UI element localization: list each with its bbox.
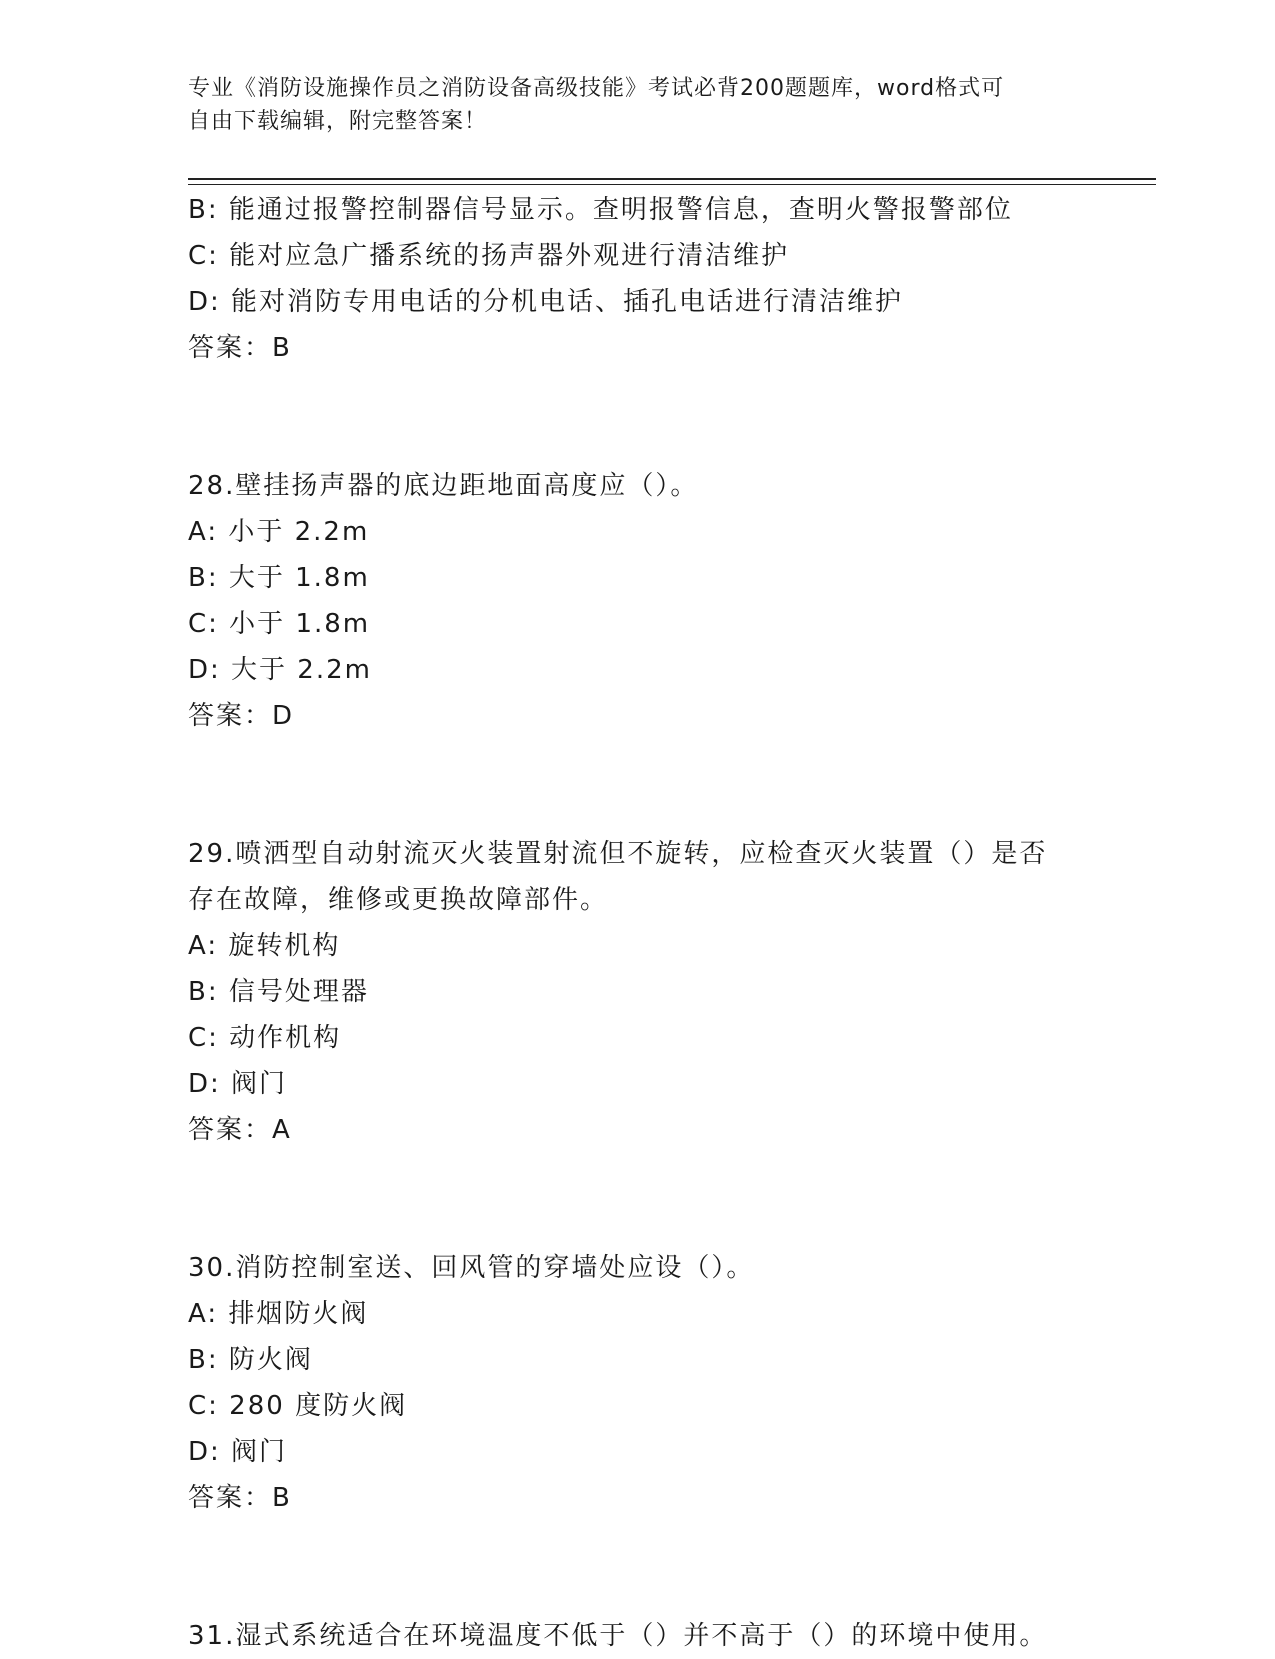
answer: 答案：B	[188, 333, 292, 363]
option-c: C: 280 度防火阀	[188, 1391, 408, 1421]
question-text: 29.喷洒型自动射流灭火装置射流但不旋转，应检查灭火装置（）是否	[188, 839, 1048, 869]
answer: 答案：D	[188, 701, 295, 731]
spacer	[188, 371, 1088, 463]
option-c: C: 能对应急广播系统的扬声器外观进行清洁维护	[188, 241, 790, 271]
header-line-2: 自由下载编辑，附完整答案！	[188, 109, 488, 134]
spacer	[188, 739, 1088, 831]
option-a: A: 旋转机构	[188, 931, 341, 961]
header-line-1: 专业《消防设施操作员之消防设备高级技能》考试必背200题题库，word格式可	[188, 76, 1005, 101]
question-text: 30.消防控制室送、回风管的穿墙处应设（）。	[188, 1253, 755, 1283]
question-list	[188, 187, 1088, 1659]
header-divider-thin	[188, 184, 1156, 185]
option-b: B: 信号处理器	[188, 977, 369, 1007]
answer: 答案：B	[188, 1483, 292, 1513]
option-b: B: 能通过报警控制器信号显示。查明报警信息，查明火警报警部位	[188, 195, 1013, 225]
previous-question-block	[188, 187, 1088, 371]
spacer	[188, 1521, 1088, 1613]
question-text: 28.壁挂扬声器的底边距地面高度应（）。	[188, 471, 699, 501]
option-d: D: 阀门	[188, 1437, 288, 1467]
option-c: C: 小于 1.8m	[188, 609, 371, 639]
option-d: D: 大于 2.2m	[188, 655, 372, 685]
spacer	[188, 1153, 1088, 1245]
option-a: A: 排烟防火阀	[188, 1299, 369, 1329]
option-b: B: 大于 1.8m	[188, 563, 370, 593]
option-c: C: 动作机构	[188, 1023, 342, 1053]
question-28	[188, 463, 1088, 739]
option-b: B: 防火阀	[188, 1345, 313, 1375]
option-d: D: 阀门	[188, 1069, 288, 1099]
question-31	[188, 1613, 1088, 1659]
answer: 答案：A	[188, 1115, 292, 1145]
question-text-continued: 存在故障，维修或更换故障部件。	[188, 885, 609, 915]
option-a: A: 小于 2.2m	[188, 517, 370, 547]
question-text: 31.湿式系统适合在环境温度不低于（）并不高于（）的环境中使用。	[188, 1621, 1048, 1651]
question-29	[188, 831, 1088, 1153]
question-30	[188, 1245, 1088, 1521]
option-d: D: 能对消防专用电话的分机电话、插孔电话进行清洁维护	[188, 287, 904, 317]
header-divider-thick	[188, 178, 1156, 180]
document-header	[188, 72, 1088, 138]
